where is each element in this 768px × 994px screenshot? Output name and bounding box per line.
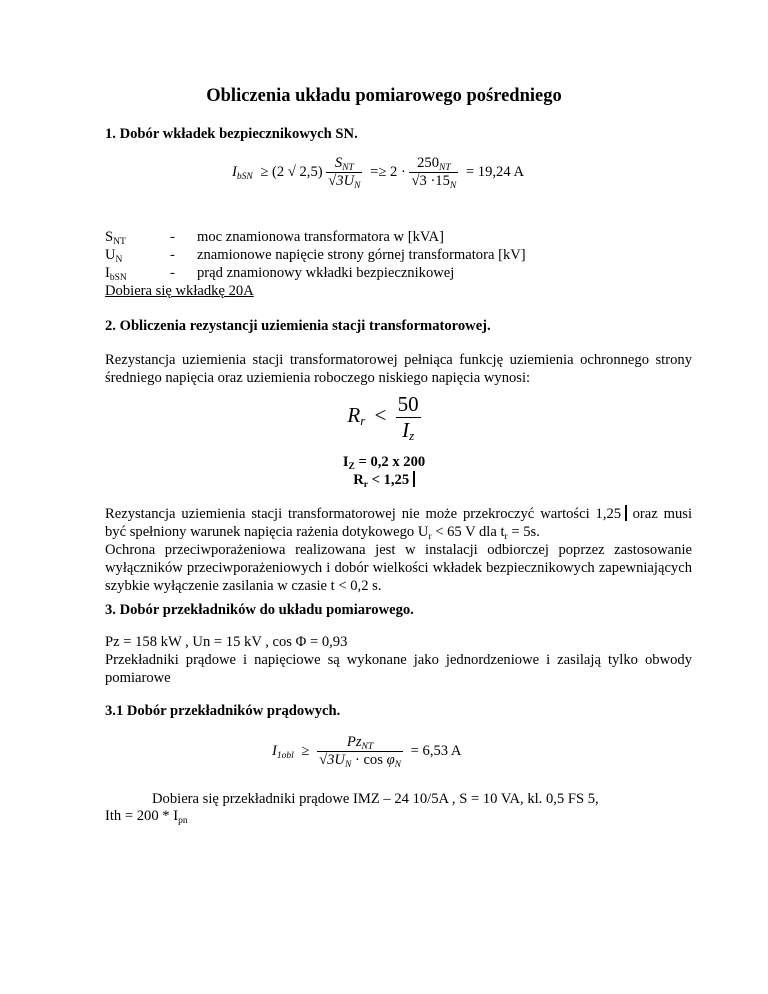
- page-title: Obliczenia układu pomiarowego pośredniego: [206, 86, 562, 106]
- iz-line: $I_Z = 0,2$ x 200: [342, 454, 426, 472]
- definition-row: $U_N$ - znamionowe napięcie strony górnej transformatora [kV]: [105, 247, 526, 265]
- ith-line: Ith = $200 * I_{pn}$: [105, 808, 188, 826]
- section-3-params: Pz = 158 kW , Un = 15 kV , cos Φ = 0,93: [105, 634, 348, 650]
- fuse-conclusion: Dobiera się wkładkę 20A: [105, 283, 254, 299]
- definition-row: $S_{NT}$ - moc znamionowa transformatora w [kVA]: [105, 229, 444, 247]
- section-2-heading: 2. Obliczenia rezystancji uziemienia stacji transformatorowej.: [105, 318, 491, 334]
- section-3-1-heading: 3.1 Dobór przekładników prądowych.: [105, 703, 341, 719]
- section-3-heading: 3. Dobór przekładników do układu pomiarowego.: [105, 602, 414, 618]
- section-2-intro: Rezystancja uziemienia stacji transformatorowej pełniąca funkcję uziemienia ochronnego strony średniego napięcia oraz uziemienia roboczego niskiego napięcia wynosi:: [105, 352, 692, 386]
- rr-line: $R_r < 1,25$: [0, 471, 768, 489]
- section-1-heading: 1. Dobór wkładek bezpiecznikowych SN.: [105, 126, 358, 142]
- transformer-choice: Dobiera się przekładniki prądowe IMZ – 24 10/5A , S = 10 VA, kl. 0,5 FS 5,: [152, 791, 599, 807]
- symbol-definitions: [105, 229, 705, 283]
- current-equation: $I_{1obl}$ ≥ $\frac{Pz_{NT}}{√3U_N \cdot \cos \varphi_N}$ = 6,53 A: [272, 734, 462, 770]
- section-3-text: Przekładniki prądowe i napięciowe są wykonane jako jednordzeniowe i zasilają tylko obwody pomiarowe: [105, 652, 692, 686]
- section-2-body-a: Rezystancja uziemienia stacji transformatorowej nie może przekroczyć wartości 1,25 oraz musi być spełniony warunek napięcia rażenia dotykowego $U_r < 65$ V dla $t_r = 5s$.: [105, 506, 692, 542]
- resistance-equation: $R_r$ < $\frac{50}{I_z}$: [347, 392, 419, 443]
- section-2-body-b: Ochrona przeciwporażeniowa realizowana jest w instalacji odbiorczej poprzez zastosowanie wyłączników przeciwporażeniowych i dobór wielkości wkładek bezpiecznikowych zapewniających szybkie wyłączenie zasilania w czasie t < 0,2 s.: [105, 542, 692, 594]
- fuse-equation: $I_{bSN} \ge (2$ √ 2,5) $\frac{S_{NT}}{√3U_N}$ =≥ 2 · $\frac{250_{NT}}{√3 \cdot 15_N}$ = 19,24 A: [232, 155, 525, 191]
- definition-row: $I_{bSN}$ - prąd znamionowy wkładki bezpiecznikowej: [105, 265, 455, 283]
